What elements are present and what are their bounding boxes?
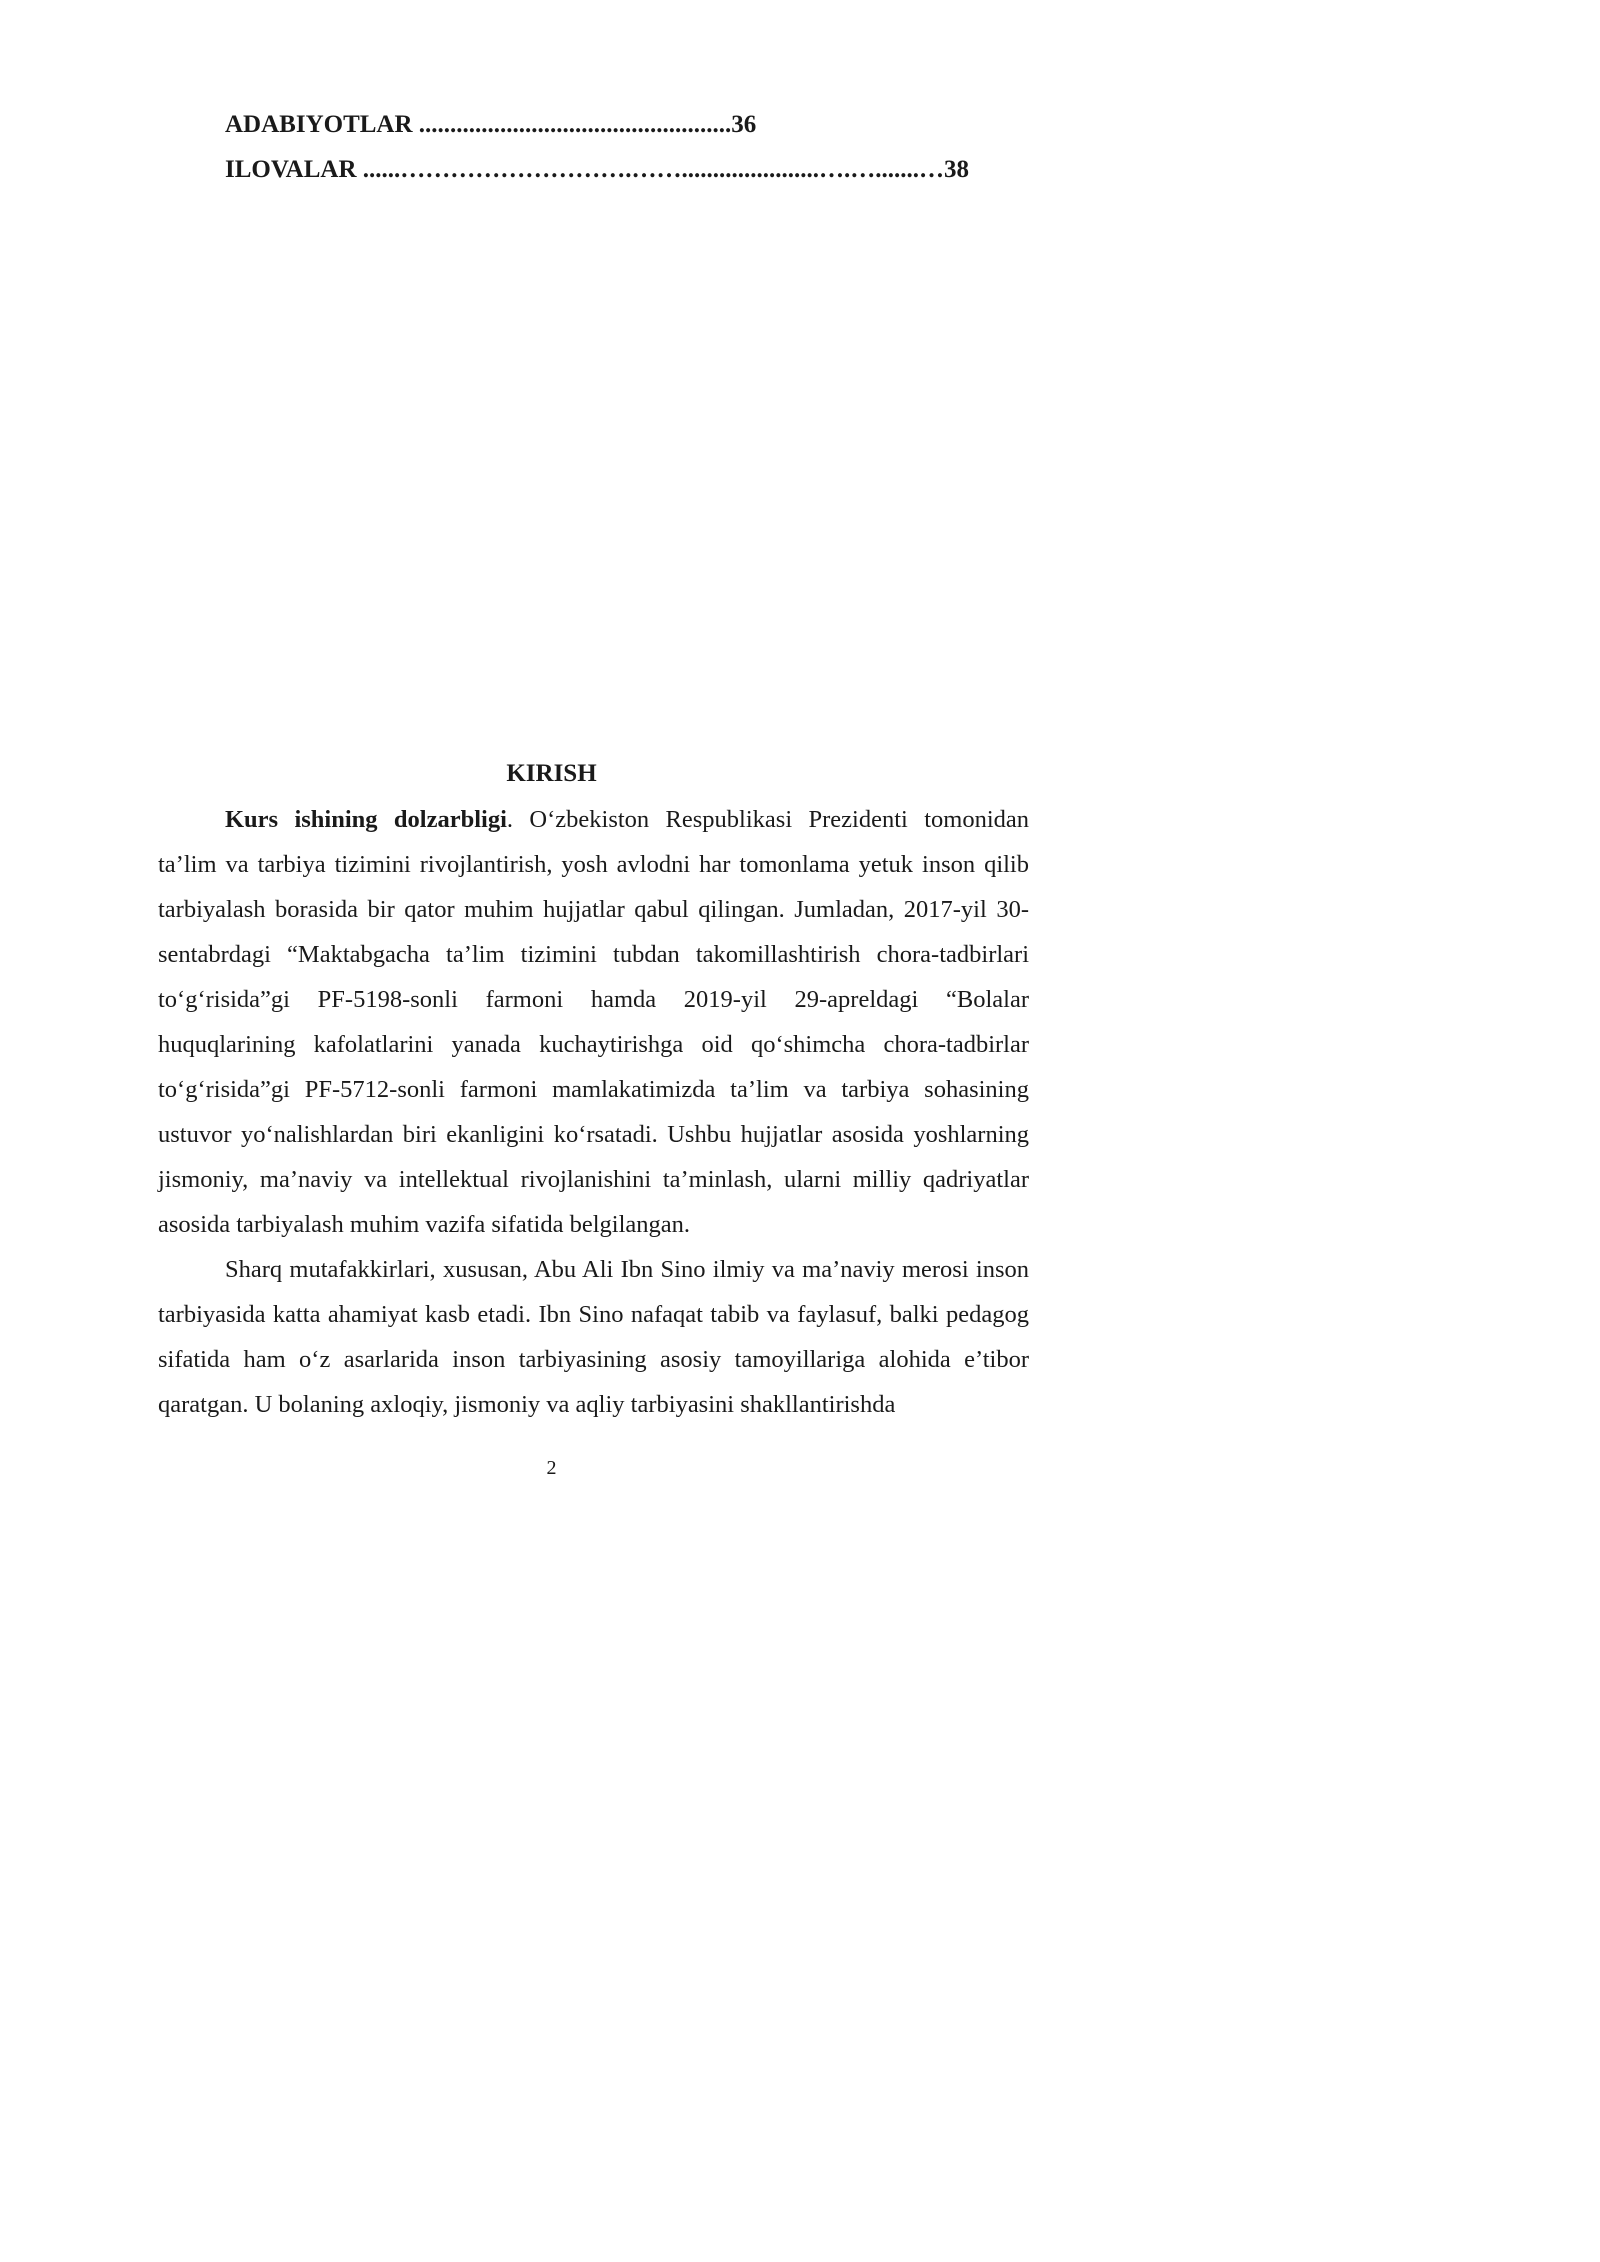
paragraph-text: Sharq mutafakkirlari, xususan, Abu Ali Ibn Sino ilmiy va ma’naviy merosi inson tarbiyasida katta ahamiyat kasb etadi. Ibn Sino nafaqat tabib va faylasuf, balki pedagog sifatida ham o‘z asarlarida inson tarbiyasining asosiy tamoyillariga alohida e’tibor qaratgan. U bolaning axloqiy, jismoniy va aqliy tarbiyasini shakllantirishda bbox=[158, 1256, 1029, 1418]
paragraph-relevance bbox=[158, 797, 1029, 1247]
toc-entry-ilovalar: ILOVALAR ......……………………….……......................….….......…38 bbox=[225, 156, 970, 183]
table-of-contents bbox=[225, 102, 1030, 192]
section-title: KIRISH bbox=[506, 760, 597, 787]
paragraph-lead: Kurs ishining dolzarbligi bbox=[225, 806, 507, 833]
paragraph-text: . O‘zbekiston Respublikasi Prezidenti tomonidan ta’lim va tarbiya tizimini rivojlantirish, yosh avlodni har tomonlama yetuk inson qilib tarbiyalash borasida bir qator muhim hujjatlar qabul qilingan. Jumladan, 2017-yil 30-sentabrdagi “Maktabgacha ta’lim tizimini tubdan takomillashtirish chora-tadbirlari to‘g‘risida”gi PF-5198-sonli farmoni hamda 2019-yil 29-apreldagi “Bolalar huquqlarining kafolatlarini yanada kuchaytirishga oid qo‘shimcha chora-tadbirlar to‘g‘risida”gi PF-5712-sonli farmoni mamlakatimizda ta’lim va tarbiya sohasining ustuvor yo‘nalishlardan biri ekanligini ko‘rsatadi. Ushbu hujjatlar asosida yoshlarning jismoniy, ma’naviy va intellektual rivojlanishini ta’minlash, ularni milliy qadriyatlar asosida tarbiyalash muhim vazifa sifatida belgilangan. bbox=[158, 806, 1030, 1238]
toc-entry-adabiyotlar: ADABIYOTLAR ..................................................36 bbox=[225, 111, 757, 138]
paragraph-ibn-sino bbox=[158, 1247, 1029, 1427]
page-number: 2 bbox=[546, 1457, 557, 1479]
body-text bbox=[158, 797, 1029, 1427]
document-page bbox=[0, 0, 1103, 1559]
